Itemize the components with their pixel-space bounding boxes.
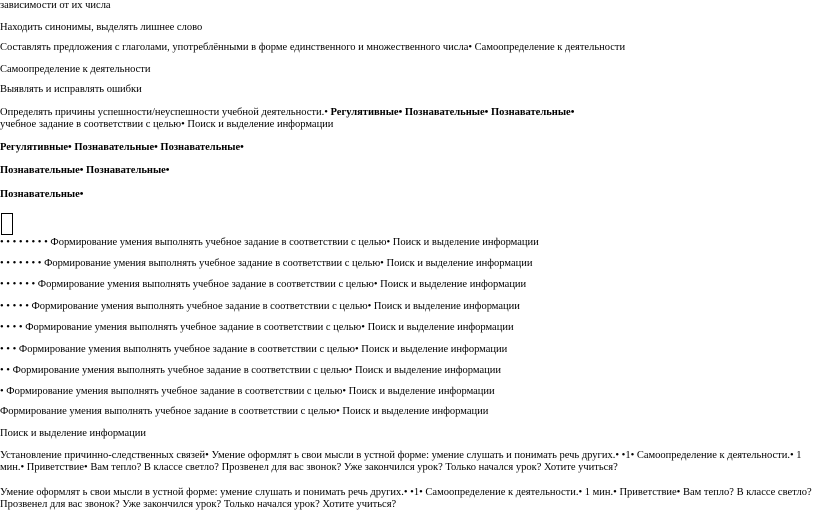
text-line-8: Познавательные• Познавательные•	[0, 165, 170, 176]
text-line-10: Поиск и выделение информации	[0, 428, 146, 439]
formation-line-8: • Формирование умения выполнять учебное задание в соответствии с целью• Поиск и выделение информации	[0, 386, 495, 397]
empty-box	[1, 213, 13, 235]
text-line-3: Составлять предложения с глаголами, употреблёнными в форме единственного и множественного числа• Самоопределение к деятельности	[0, 42, 626, 53]
text-line-7: Регулятивные• Познавательные• Познавательные•	[0, 142, 244, 153]
formation-line-6: • • • Формирование умения выполнять учебное задание в соответствии с целью• Поиск и выделение информации	[0, 344, 508, 355]
text-line-6	[0, 107, 574, 119]
paragraph-2: Умение оформлят ь свои мысли в устной форме: умение слушать и понимать речь других.• •1• Самоопределение к деятельности.• 1 мин.• Приветствие• Вам тепло? В классе светло? Прозвенел для вас звонок? Уже закончился урок? Только начался урок? Хотите учиться?	[0, 487, 812, 510]
text-line-4: Самоопределение к деятельности	[0, 64, 151, 75]
formation-line-5: • • • • Формирование умения выполнять учебное задание в соответствии с целью• Поиск и выделение информации	[0, 322, 514, 333]
text-line-5: Выявлять и исправлять ошибки	[0, 84, 142, 95]
text-line-2: Находить синонимы, выделять лишнее слово	[0, 22, 203, 33]
text-line-6-continued: учебное задание в соответствии с целью• Поиск и выделение информации	[0, 119, 334, 130]
formation-line-3: • • • • • • Формирование умения выполнять учебное задание в соответствии с целью• Поиск и выделение информации	[0, 279, 527, 290]
paragraph-1: Установление причинно-следственных связей• Умение оформлят ь свои мысли в устной форме: умение слушать и понимать речь других.• •1• Самоопределение к деятельности.• 1 мин.• Приветствие• Вам тепло? В классе светло? Прозвенел для вас звонок? Уже закончился урок? Только начался урок? Хотите учиться?	[0, 450, 802, 473]
formation-line-1: • • • • • • • • Формирование умения выполнять учебное задание в соответствии с целью• Поиск и выделение информации	[0, 237, 539, 248]
text-line-6-bold: Регулятивные• Познавательные• Познавательные•	[330, 107, 575, 118]
text-line-1: зависимости от их числа	[0, 0, 111, 11]
text-line-6-start: Определять причины успешности/неуспешности учебной деятельности.•	[0, 107, 331, 118]
formation-line-2: • • • • • • • Формирование умения выполнять учебное задание в соответствии с целью• Поиск и выделение информации	[0, 258, 533, 269]
formation-line-4: • • • • • Формирование умения выполнять учебное задание в соответствии с целью• Поиск и выделение информации	[0, 301, 520, 312]
formation-line-7: • • Формирование умения выполнять учебное задание в соответствии с целью• Поиск и выделение информации	[0, 365, 501, 376]
formation-line-9: Формирование умения выполнять учебное задание в соответствии с целью• Поиск и выделение информации	[0, 406, 489, 417]
text-line-9: Познавательные•	[0, 189, 84, 200]
